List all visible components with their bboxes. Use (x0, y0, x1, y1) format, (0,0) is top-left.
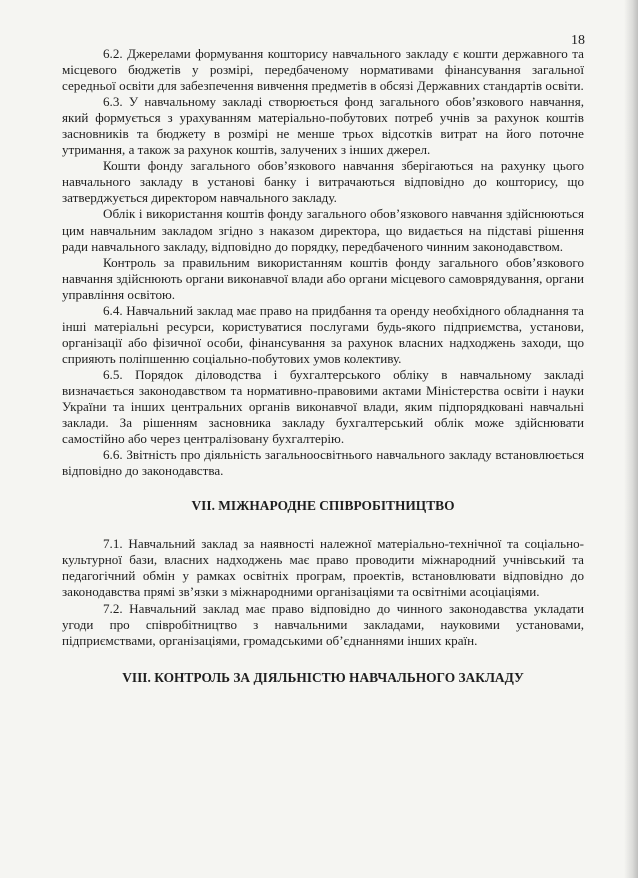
page-shadow-edge (624, 0, 638, 878)
paragraph-7-1: 7.1. Навчальний заклад за наявності належної матеріально-технічної та соціально-культурної бази, власних надходжень має право проводити міжнародний учнівський та педагогічний обмін у рамках освітніх програм, проектів, встановлювати відповідно до законодавства прямі зв’язки з міжнародними організаціями та освітніми асоціаціями. (62, 536, 584, 600)
paragraph-6-3: 6.3. У навчальному закладі створюється фонд загального обов’язкового навчання, який формується з урахуванням матеріально-побутових потреб учнів за рахунок коштів засновників та бюджету в розмірі не менше трьох відсотків витрат на його поточне утримання, а також за рахунок коштів, залучених з інших джерел. (62, 94, 584, 158)
paragraph-6-6: 6.6. Звітність про діяльність загальноосвітнього навчального закладу встановлюється відповідно до законодавства. (62, 447, 584, 479)
paragraph-6-5: 6.5. Порядок діловодства і бухгалтерського обліку в навчальному закладі визначається законодавством та нормативно-правовими актами Міністерства освіти і науки України та інших центральних органів виконавчої влади, яким підпорядковані навчальні заклади. За рішенням засновника закладу бухгалтерський облік може здійснювати самостійно або через централізовану бухгалтерію. (62, 366, 584, 447)
section-heading-international-cooperation: VII. МІЖНАРОДНЕ СПІВРОБІТНИЦТВО (191, 498, 455, 514)
paragraph-6-2: 6.2. Джерелами формування кошторису навчального закладу є кошти державного та місцевого бюджетів у розмірі, передбаченому нормативами фінансування загальної середньої освіти для забезпечення вивчення предметів в обсязі Державних стандартів освіти. (62, 46, 584, 94)
paragraph-7-2: 7.2. Навчальний заклад має право відповідно до чинного законодавства укладати угоди про співробітництво з навчальними закладами, науковими установами, підприємствами, організаціями, громадськими об’єднаннями інших країн. (62, 600, 584, 648)
paragraph-fund-accounting: Облік і використання коштів фонду загального обов’язкового навчання здійснюються цим навчальним закладом згідно з наказом директора, що видається на підставі рішення ради навчального закладу, відповідно до порядку, передбаченого чинним законодавством. (62, 206, 584, 254)
paragraph-fund-storage: Кошти фонду загального обов’язкового навчання зберігаються на рахунку цього навчального закладу в установі банку і витрачаються відповідно до кошторису, що затверджується директором навчального закладу. (62, 158, 584, 206)
page-number: 18 (571, 33, 585, 48)
spacer (62, 479, 584, 498)
page-content (62, 46, 584, 686)
paragraph-6-4: 6.4. Навчальний заклад має право на придбання та оренду необхідного обладнання та інші матеріальні ресурси, користуватися послугами будь-якого підприємства, установи, організації або фізичної особи, фінансування за рахунок власних надходжень заходи, що сприяють поліпшенню соціально-побутових умов колективу. (62, 302, 584, 366)
spacer (62, 514, 584, 536)
paragraph-fund-control: Контроль за правильним використанням коштів фонду загального обов’язкового навчання здійснюють органи виконавчої влади або органи місцевого самоврядування, органи управління освітою. (62, 254, 584, 302)
section-heading-control: VIII. КОНТРОЛЬ ЗА ДІЯЛЬНІСТЮ НАВЧАЛЬНОГО ЗАКЛАДУ (122, 669, 524, 685)
spacer (62, 649, 584, 670)
